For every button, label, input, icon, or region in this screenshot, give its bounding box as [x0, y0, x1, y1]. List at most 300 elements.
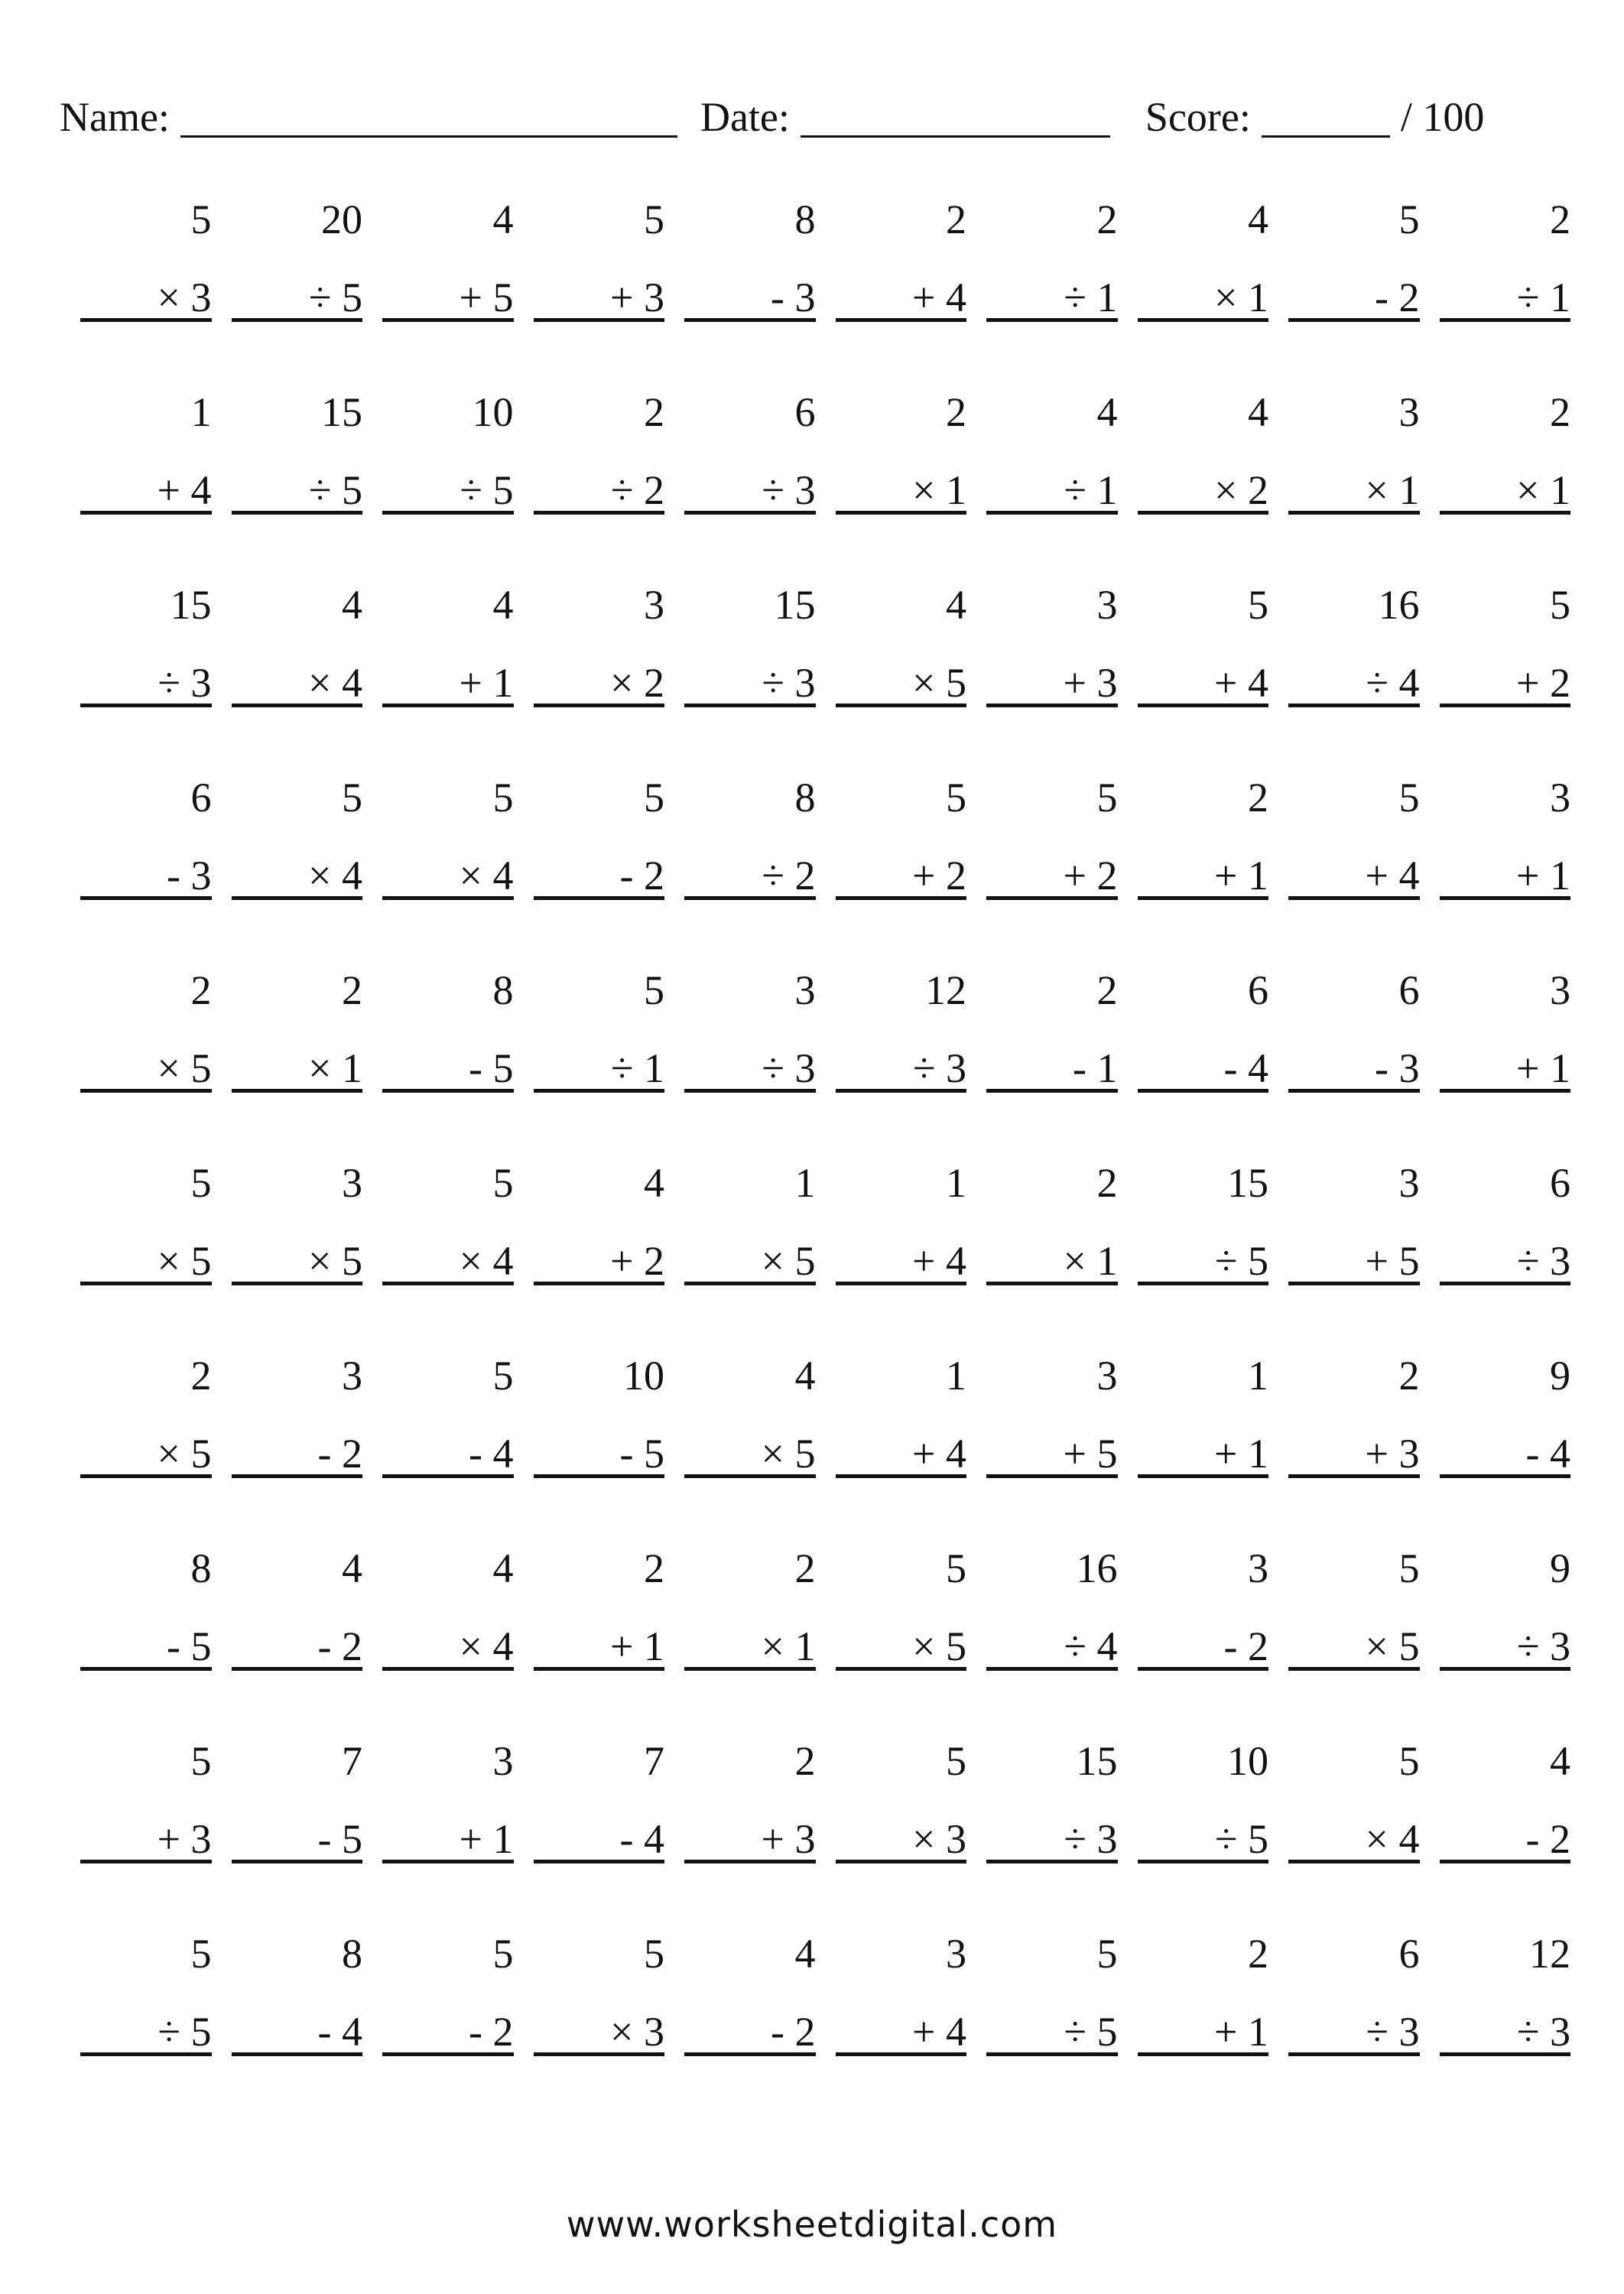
problem-operator-number: ÷ 3 [158, 660, 212, 706]
problem [375, 1156, 526, 1349]
problem-operator-number: + 5 [1063, 1431, 1118, 1477]
problem-operator-number: - 2 [771, 2009, 816, 2055]
name-label: Name: [60, 94, 170, 140]
answer-line[interactable] [986, 511, 1118, 515]
answer-line[interactable] [986, 1667, 1118, 1671]
problem-top-number: 5 [1550, 582, 1570, 628]
problem [677, 1349, 828, 1542]
problem-operator-number: × 2 [1214, 467, 1268, 513]
problem [375, 385, 526, 578]
problem-operator-number: - 2 [1223, 1623, 1268, 1669]
problem-operator-number: × 1 [1063, 1238, 1118, 1284]
problem-top-number: 3 [1096, 1353, 1118, 1399]
answer-line[interactable] [1288, 1282, 1420, 1285]
problem [375, 578, 526, 771]
problem-operator-number: - 2 [619, 853, 664, 898]
answer-line[interactable] [986, 2052, 1118, 2056]
problem-operator-number: + 4 [1365, 853, 1420, 898]
problem [375, 1349, 526, 1542]
problem [677, 1542, 828, 1734]
answer-line[interactable] [1138, 1089, 1269, 1093]
answer-line[interactable] [80, 2052, 212, 2056]
problem-top-number: 2 [1398, 1353, 1420, 1399]
score-blank[interactable] [1262, 93, 1390, 138]
problem-operator-number: - 3 [167, 853, 212, 898]
answer-line[interactable] [1138, 703, 1269, 707]
answer-line[interactable] [684, 1089, 816, 1093]
answer-line[interactable] [836, 318, 967, 322]
answer-line[interactable] [986, 318, 1118, 322]
problem-top-number: 15 [1076, 1738, 1118, 1784]
problem-operator-number: - 5 [619, 1431, 664, 1477]
problem [828, 963, 979, 1156]
answer-line[interactable] [232, 1667, 363, 1671]
answer-line[interactable] [1138, 511, 1269, 515]
answer-line[interactable] [836, 1089, 967, 1093]
problem [73, 1349, 224, 1542]
problem [979, 1927, 1130, 2120]
problem-operator-number: × 4 [459, 1238, 514, 1284]
problem-operator-number: ÷ 2 [762, 853, 816, 898]
answer-line[interactable] [382, 318, 514, 322]
problem-top-number: 3 [492, 1738, 514, 1784]
problem [73, 578, 224, 771]
answer-line[interactable] [534, 511, 665, 515]
problem-top-number: 2 [190, 967, 212, 1013]
answer-line[interactable] [1288, 318, 1420, 322]
answer-line[interactable] [232, 1282, 363, 1285]
problem [375, 963, 526, 1156]
problem-operator-number: × 4 [1365, 1816, 1420, 1862]
problem-top-number: 1 [946, 1160, 966, 1206]
problem [73, 963, 224, 1156]
problem-top-number: 5 [492, 775, 514, 820]
problem-operator-number: + 2 [1516, 660, 1570, 706]
problem-operator-number: ÷ 5 [1214, 1238, 1268, 1284]
problem-operator-number: ÷ 3 [762, 1045, 816, 1091]
problem-grid [73, 193, 1583, 2120]
problem [375, 193, 526, 385]
answer-line[interactable] [80, 1860, 212, 1863]
answer-line[interactable] [382, 1089, 514, 1093]
answer-line[interactable] [1440, 1474, 1571, 1478]
score-label: Score: [1145, 94, 1251, 140]
answer-line[interactable] [684, 1474, 816, 1478]
answer-line[interactable] [986, 703, 1118, 707]
problem [526, 578, 677, 771]
problem-top-number: 2 [644, 389, 664, 435]
problem-top-number: 15 [1227, 1160, 1268, 1206]
answer-line[interactable] [534, 1474, 665, 1478]
answer-line[interactable] [1440, 1860, 1571, 1863]
problem-operator-number: - 1 [1073, 1045, 1118, 1091]
problem [828, 1349, 979, 1542]
problem-top-number: 3 [1398, 1160, 1420, 1206]
problem [828, 193, 979, 385]
problem-top-number: 6 [1398, 967, 1420, 1013]
problem [526, 963, 677, 1156]
answer-line[interactable] [534, 2052, 665, 2056]
answer-line[interactable] [232, 1474, 363, 1478]
answer-line[interactable] [836, 703, 967, 707]
problem-top-number: 4 [794, 1353, 816, 1399]
problem-operator-number: + 3 [761, 1816, 816, 1862]
answer-line[interactable] [1138, 1282, 1269, 1285]
answer-line[interactable] [1288, 1667, 1420, 1671]
problem-top-number: 2 [190, 1353, 212, 1399]
problem [1432, 193, 1583, 385]
answer-line[interactable] [1138, 1667, 1269, 1671]
answer-line[interactable] [684, 896, 816, 900]
problem-top-number: 4 [946, 582, 966, 628]
answer-line[interactable] [986, 1474, 1118, 1478]
answer-line[interactable] [232, 1860, 363, 1863]
problem [224, 1349, 375, 1542]
answer-line[interactable] [1288, 511, 1420, 515]
problem-operator-number: - 4 [1223, 1045, 1268, 1091]
problem-top-number: 2 [1550, 197, 1570, 242]
problem [1130, 1927, 1281, 2120]
answer-line[interactable] [534, 1089, 665, 1093]
problem-operator-number: + 2 [610, 1238, 664, 1284]
problem [526, 1542, 677, 1734]
answer-line[interactable] [684, 511, 816, 515]
problem-top-number: 5 [492, 1160, 514, 1206]
answer-line[interactable] [1138, 1860, 1269, 1863]
problem-operator-number: ÷ 5 [460, 467, 514, 513]
problem-operator-number: - 4 [469, 1431, 514, 1477]
problem [828, 1734, 979, 1927]
answer-line[interactable] [684, 1860, 816, 1863]
answer-line[interactable] [986, 1860, 1118, 1863]
problem [526, 1156, 677, 1349]
problem-top-number: 2 [794, 1545, 816, 1591]
problem-operator-number: × 5 [761, 1238, 816, 1284]
answer-line[interactable] [836, 1667, 967, 1671]
problem-operator-number: + 1 [1214, 853, 1268, 898]
answer-line[interactable] [986, 1282, 1118, 1285]
problem-top-number: 2 [946, 389, 966, 435]
answer-line[interactable] [534, 896, 665, 900]
answer-line[interactable] [986, 896, 1118, 900]
answer-line[interactable] [1440, 318, 1571, 322]
problem-operator-number: × 2 [610, 660, 664, 706]
answer-line[interactable] [232, 703, 363, 707]
answer-line[interactable] [534, 1860, 665, 1863]
problem-operator-number: + 4 [912, 275, 966, 320]
answer-line[interactable] [534, 318, 665, 322]
problem-operator-number: - 3 [1375, 1045, 1420, 1091]
answer-line[interactable] [684, 1667, 816, 1671]
answer-line[interactable] [1288, 1089, 1420, 1093]
problem [375, 771, 526, 963]
answer-line[interactable] [836, 2052, 967, 2056]
problem-operator-number: × 5 [912, 1623, 966, 1669]
problem-top-number: 5 [1398, 775, 1420, 820]
problem-operator-number: × 3 [610, 2009, 664, 2055]
problem-top-number: 3 [1550, 967, 1570, 1013]
problem [1130, 1156, 1281, 1349]
answer-line[interactable] [232, 896, 363, 900]
answer-line[interactable] [1440, 896, 1571, 900]
answer-line[interactable] [232, 511, 363, 515]
answer-line[interactable] [534, 1282, 665, 1285]
problem-top-number: 3 [1398, 389, 1420, 435]
problem [224, 1156, 375, 1349]
problem-operator-number: + 4 [157, 467, 212, 513]
date-blank[interactable] [801, 93, 1110, 138]
answer-line[interactable] [1288, 1474, 1420, 1478]
answer-line[interactable] [80, 1089, 212, 1093]
problem [979, 1542, 1130, 1734]
answer-line[interactable] [836, 1860, 967, 1863]
problem-top-number: 5 [1398, 197, 1420, 242]
problem [73, 771, 224, 963]
problem-operator-number: - 5 [469, 1045, 514, 1091]
problem [526, 1927, 677, 2120]
problem-top-number: 3 [794, 967, 816, 1013]
problem [526, 1349, 677, 1542]
problem [677, 1927, 828, 2120]
problem-top-number: 4 [1248, 197, 1268, 242]
problem-top-number: 4 [342, 1545, 362, 1591]
answer-line[interactable] [534, 703, 665, 707]
problem-operator-number: × 4 [459, 1623, 514, 1669]
problem [979, 1734, 1130, 1927]
problem [1281, 1734, 1432, 1927]
problem-top-number: 6 [190, 775, 212, 820]
problem-operator-number: ÷ 3 [1516, 1238, 1570, 1284]
problem-operator-number: + 3 [157, 1816, 212, 1862]
problem [224, 1927, 375, 2120]
problem-top-number: 5 [1096, 1931, 1118, 1977]
problem [828, 385, 979, 578]
problem-operator-number: × 1 [1214, 275, 1268, 320]
problem-operator-number: × 1 [912, 467, 966, 513]
problem [828, 771, 979, 963]
problem-operator-number: × 5 [761, 1431, 816, 1477]
problem-top-number: 15 [321, 389, 362, 435]
problem-operator-number: ÷ 3 [762, 660, 816, 706]
answer-line[interactable] [1138, 1474, 1269, 1478]
answer-line[interactable] [1288, 703, 1420, 707]
problem-operator-number: - 2 [1525, 1816, 1570, 1862]
answer-line[interactable] [382, 511, 514, 515]
problem-top-number: 5 [190, 1931, 212, 1977]
answer-line[interactable] [1138, 896, 1269, 900]
problem [677, 385, 828, 578]
answer-line[interactable] [1440, 703, 1571, 707]
problem-operator-number: × 4 [308, 853, 362, 898]
problem-operator-number: + 3 [1063, 660, 1118, 706]
problem-operator-number: ÷ 5 [1064, 2009, 1118, 2055]
problem-top-number: 6 [1550, 1160, 1570, 1206]
problem-top-number: 5 [644, 775, 664, 820]
answer-line[interactable] [1138, 318, 1269, 322]
problem-top-number: 9 [1550, 1353, 1570, 1399]
problem-top-number: 5 [644, 197, 664, 242]
problem [1130, 193, 1281, 385]
problem-operator-number: + 1 [610, 1623, 664, 1669]
problem-operator-number: ÷ 3 [1366, 2009, 1420, 2055]
problem-top-number: 4 [492, 197, 514, 242]
problem-operator-number: ÷ 3 [762, 467, 816, 513]
problem-operator-number: ÷ 5 [158, 2009, 212, 2055]
answer-line[interactable] [836, 1282, 967, 1285]
problem-operator-number: × 5 [1365, 1623, 1420, 1669]
answer-line[interactable] [684, 2052, 816, 2056]
answer-line[interactable] [80, 318, 212, 322]
problem [979, 1349, 1130, 1542]
problem-top-number: 3 [946, 1931, 966, 1977]
problem [73, 1927, 224, 2120]
answer-line[interactable] [382, 1474, 514, 1478]
problem [73, 1734, 224, 1927]
problem [1130, 1542, 1281, 1734]
answer-line[interactable] [232, 2052, 363, 2056]
name-blank[interactable] [180, 93, 677, 138]
answer-line[interactable] [80, 896, 212, 900]
answer-line[interactable] [986, 1089, 1118, 1093]
problem-operator-number: - 5 [167, 1623, 212, 1669]
answer-line[interactable] [80, 511, 212, 515]
answer-line[interactable] [1288, 2052, 1420, 2056]
problem [73, 193, 224, 385]
problem-top-number: 4 [492, 1545, 514, 1591]
problem [526, 385, 677, 578]
problem-operator-number: - 5 [317, 1816, 362, 1862]
answer-line[interactable] [684, 318, 816, 322]
problem [979, 963, 1130, 1156]
problem-top-number: 3 [644, 582, 664, 628]
problem-operator-number: ÷ 3 [1516, 2009, 1570, 2055]
problem [1432, 1156, 1583, 1349]
answer-line[interactable] [80, 1282, 212, 1285]
problem [1130, 1734, 1281, 1927]
answer-line[interactable] [684, 1282, 816, 1285]
problem [677, 963, 828, 1156]
problem-top-number: 4 [342, 582, 362, 628]
problem-operator-number: ÷ 1 [1516, 275, 1570, 320]
problem [224, 385, 375, 578]
answer-line[interactable] [534, 1667, 665, 1671]
problem-operator-number: × 5 [912, 660, 966, 706]
problem-top-number: 2 [946, 197, 966, 242]
problem-top-number: 3 [342, 1160, 362, 1206]
problem-operator-number: ÷ 5 [308, 275, 362, 320]
problem [828, 1927, 979, 2120]
answer-line[interactable] [1288, 1860, 1420, 1863]
problem-top-number: 3 [1248, 1545, 1268, 1591]
answer-line[interactable] [1440, 1282, 1571, 1285]
answer-line[interactable] [80, 1474, 212, 1478]
problem [1281, 1156, 1432, 1349]
problem [1281, 385, 1432, 578]
problem [1432, 771, 1583, 963]
footer-website: www.worksheetdigital.com [566, 2204, 1058, 2245]
problem-operator-number: + 1 [1214, 1431, 1268, 1477]
answer-line[interactable] [382, 703, 514, 707]
answer-line[interactable] [836, 1474, 967, 1478]
problem-top-number: 2 [1248, 775, 1268, 820]
problem-top-number: 5 [190, 1738, 212, 1784]
answer-line[interactable] [684, 703, 816, 707]
answer-line[interactable] [382, 1282, 514, 1285]
answer-line[interactable] [1288, 896, 1420, 900]
problem [828, 578, 979, 771]
problem-top-number: 5 [342, 775, 362, 820]
problem-top-number: 15 [774, 582, 816, 628]
answer-line[interactable] [382, 896, 514, 900]
problem [224, 578, 375, 771]
problem-top-number: 7 [644, 1738, 664, 1784]
answer-line[interactable] [80, 1667, 212, 1671]
problem-top-number: 3 [342, 1353, 362, 1399]
answer-line[interactable] [232, 1089, 363, 1093]
problem [677, 1734, 828, 1927]
problem-top-number: 5 [492, 1353, 514, 1399]
problem-top-number: 16 [1378, 582, 1420, 628]
answer-line[interactable] [1440, 2052, 1571, 2056]
answer-line[interactable] [1440, 1667, 1571, 1671]
problem-operator-number: + 5 [459, 275, 514, 320]
problem [224, 963, 375, 1156]
problem-top-number: 5 [644, 967, 664, 1013]
problem-top-number: 4 [794, 1931, 816, 1977]
answer-line[interactable] [836, 896, 967, 900]
problem-top-number: 5 [946, 1738, 966, 1784]
answer-line[interactable] [382, 1860, 514, 1863]
answer-line[interactable] [382, 1667, 514, 1671]
problem-operator-number: ÷ 4 [1064, 1623, 1118, 1669]
answer-line[interactable] [1138, 2052, 1269, 2056]
problem-operator-number: × 1 [1365, 467, 1420, 513]
problem [1432, 963, 1583, 1156]
answer-line[interactable] [836, 511, 967, 515]
score-total: / 100 [1400, 94, 1485, 140]
problem-top-number: 1 [190, 389, 212, 435]
problem-top-number: 8 [794, 197, 816, 242]
problem-operator-number: ÷ 1 [1064, 275, 1118, 320]
problem-top-number: 5 [1248, 582, 1268, 628]
problem-top-number: 6 [794, 389, 816, 435]
problem-top-number: 7 [342, 1738, 362, 1784]
problem-operator-number: ÷ 1 [610, 1045, 664, 1091]
problem-operator-number: + 1 [1214, 2009, 1268, 2055]
problem-operator-number: + 1 [459, 1816, 514, 1862]
problem [1130, 1349, 1281, 1542]
problem-operator-number: - 3 [771, 275, 816, 320]
answer-line[interactable] [232, 318, 363, 322]
problem-operator-number: - 2 [469, 2009, 514, 2055]
problem-top-number: 5 [1398, 1545, 1420, 1591]
problem-top-number: 4 [1096, 389, 1118, 435]
answer-line[interactable] [80, 703, 212, 707]
problem-top-number: 3 [1550, 775, 1570, 820]
problem [979, 578, 1130, 771]
answer-line[interactable] [1440, 511, 1571, 515]
answer-line[interactable] [1440, 1089, 1571, 1093]
problem-operator-number: - 2 [1375, 275, 1420, 320]
problem [224, 1542, 375, 1734]
answer-line[interactable] [382, 2052, 514, 2056]
problem [1432, 1927, 1583, 2120]
problem-operator-number: + 1 [1516, 1045, 1570, 1091]
problem-operator-number: - 2 [317, 1623, 362, 1669]
problem-top-number: 4 [492, 582, 514, 628]
problem-operator-number: + 2 [912, 853, 966, 898]
problem [1432, 1734, 1583, 1927]
